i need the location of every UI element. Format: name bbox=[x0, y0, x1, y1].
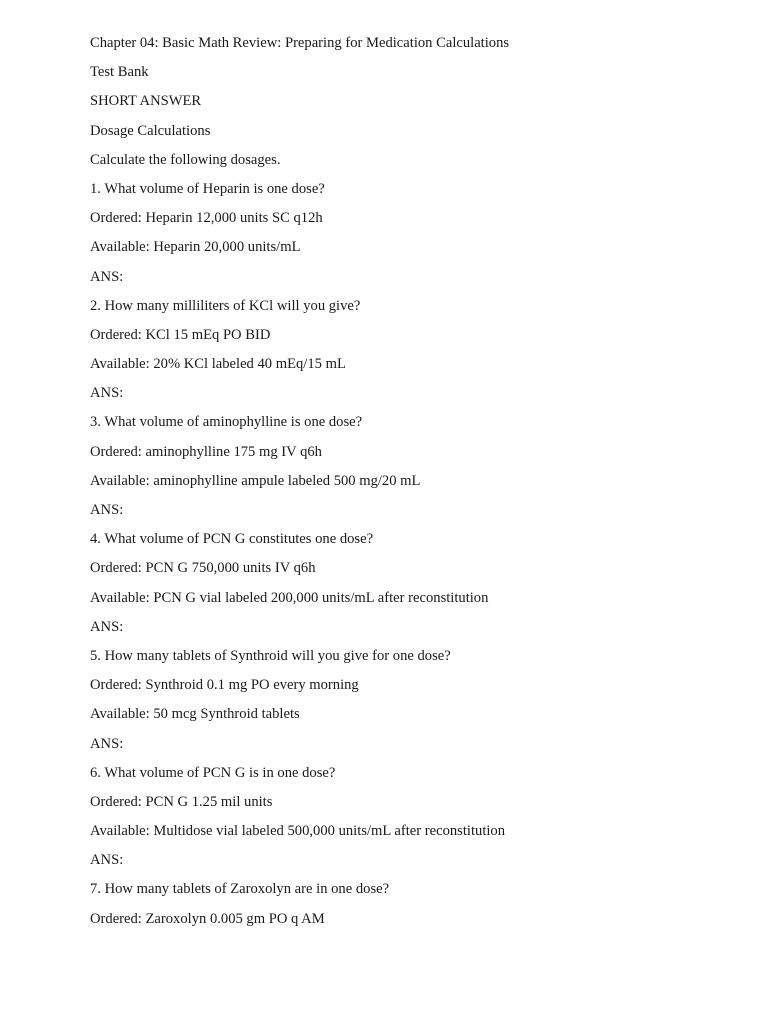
text-line: 6. What volume of PCN G is in one dose? bbox=[90, 764, 336, 781]
text-line: Ordered: Zaroxolyn 0.005 gm PO q AM bbox=[90, 910, 325, 927]
document-text bbox=[90, 33, 750, 938]
text-line: Ordered: PCN G 750,000 units IV q6h bbox=[90, 560, 316, 577]
text-line: 5. How many tablets of Synthroid will you give for one dose? bbox=[90, 647, 451, 664]
text-line: Available: PCN G vial labeled 200,000 units/mL after reconstitution bbox=[90, 589, 489, 606]
text-line: ANS: bbox=[90, 852, 124, 869]
text-line: ANS: bbox=[90, 385, 124, 402]
text-line: Ordered: Heparin 12,000 units SC q12h bbox=[90, 210, 323, 227]
text-line: Test Bank bbox=[90, 64, 149, 81]
text-line: 2. How many milliliters of KCl will you give? bbox=[90, 297, 361, 314]
text-line: Ordered: KCl 15 mEq PO BID bbox=[90, 326, 271, 343]
text-line: Ordered: Synthroid 0.1 mg PO every morning bbox=[90, 677, 359, 694]
text-line: ANS: bbox=[90, 502, 124, 518]
text-line: Ordered: PCN G 1.25 mil units bbox=[90, 793, 273, 810]
text-line: Available: 50 mcg Synthroid tablets bbox=[90, 706, 300, 723]
text-line: ANS: bbox=[90, 618, 124, 635]
text-line: 1. What volume of Heparin is one dose? bbox=[90, 180, 325, 197]
text-line: Available: Multidose vial labeled 500,000 units/mL after reconstitution bbox=[90, 823, 506, 840]
text-line: 7. How many tablets of Zaroxolyn are in one dose? bbox=[90, 881, 390, 898]
text-line: SHORT ANSWER bbox=[90, 93, 202, 110]
text-line: Ordered: aminophylline 175 mg IV q6h bbox=[90, 443, 322, 460]
text-line: Available: aminophylline ampule labeled 500 mg/20 mL bbox=[90, 472, 421, 489]
text-line: Dosage Calculations bbox=[90, 122, 211, 139]
text-line: 4. What volume of PCN G constitutes one dose? bbox=[90, 531, 374, 548]
text-line: ANS: bbox=[90, 268, 124, 285]
text-line: ANS: bbox=[90, 735, 124, 752]
text-line: 3. What volume of aminophylline is one dose? bbox=[90, 414, 363, 431]
text-line: Available: 20% KCl labeled 40 mEq/15 mL bbox=[90, 356, 346, 373]
text-line: Available: Heparin 20,000 units/mL bbox=[90, 239, 301, 256]
text-line: Chapter 04: Basic Math Review: Preparing for Medication Calculations bbox=[90, 35, 510, 51]
text-line: Calculate the following dosages. bbox=[90, 151, 281, 168]
